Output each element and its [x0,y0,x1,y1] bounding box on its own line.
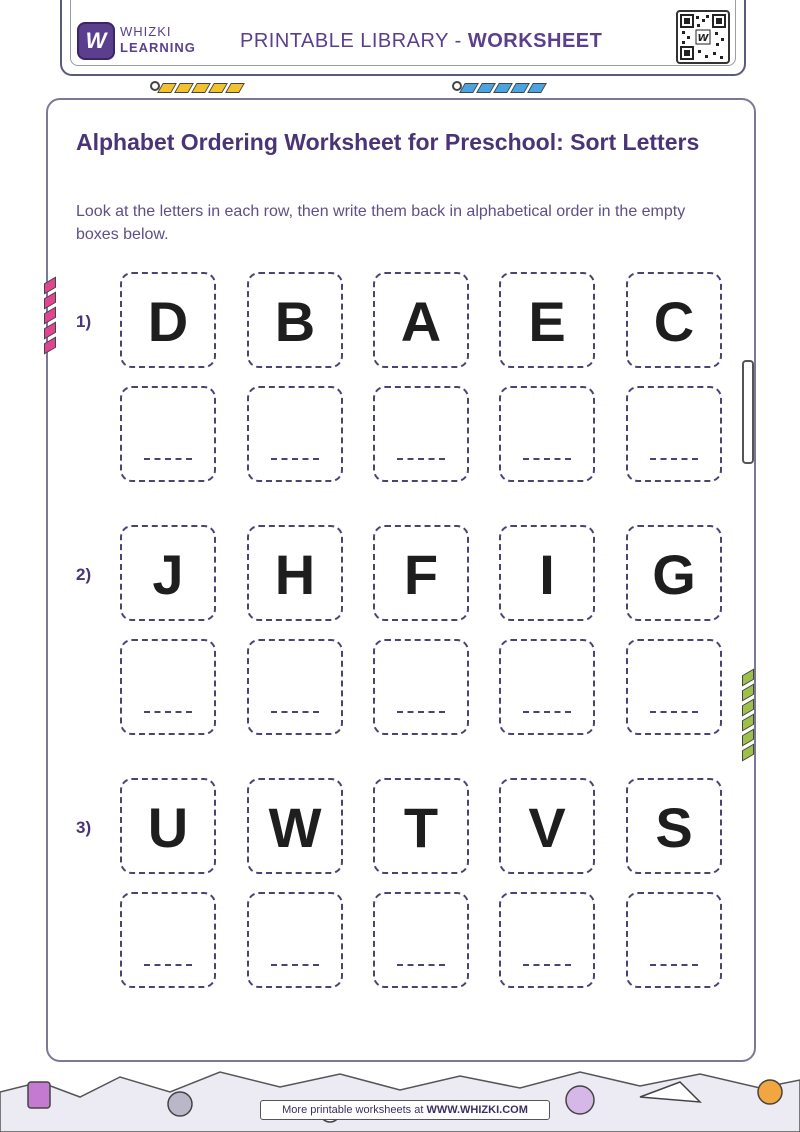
letter-box [626,778,722,874]
letter-box [499,778,595,874]
worksheet-instructions: Look at the letters in each row, then write them back in alphabetical order in the empty boxes below. [76,203,686,243]
answer-line [523,458,571,460]
answer-line [397,711,445,713]
answer-line [650,458,698,460]
row-label: 2) [76,565,92,584]
qr-code-icon [676,10,730,64]
letter-box [626,525,722,621]
letter-box [247,272,343,368]
logo-icon: W [77,22,115,60]
answer-box[interactable] [247,892,343,988]
footer-link[interactable] [260,1100,550,1120]
answer-line [144,711,192,713]
dot-decoration [150,81,160,91]
answer-box[interactable] [120,639,216,735]
qr-code-graphic [678,12,728,62]
answer-box[interactable] [626,639,722,735]
letter-box [120,525,216,621]
header-title-prefix: PRINTABLE LIBRARY - [240,30,468,52]
letter: G [652,543,696,606]
answer-line [650,711,698,713]
answer-line [271,711,319,713]
answer-box[interactable] [247,386,343,482]
green-stripe-decoration [742,672,754,752]
letter: I [539,543,555,606]
answer-box[interactable] [499,386,595,482]
blue-stripe-decoration [462,80,547,90]
answer-box[interactable] [373,386,469,482]
answer-box[interactable] [626,386,722,482]
worksheet-title: Alphabet Ordering Worksheet for Preschool: Sort Letters [76,129,700,155]
header-title [240,30,602,53]
logo-line1: WHIZKI [120,24,172,39]
letter-box [373,272,469,368]
answer-box[interactable] [499,892,595,988]
letter: S [655,796,693,859]
letter-box [626,272,722,368]
letter: U [147,796,189,859]
letter: W [268,796,322,859]
header-frame [60,0,746,76]
header-title-strong: WORKSHEET [467,30,603,52]
letter: A [400,290,442,353]
answer-line [523,964,571,966]
answer-line [397,458,445,460]
side-bar-decoration [742,360,754,464]
pink-stripe-decoration [44,280,56,350]
letter-box [120,778,216,874]
logo-text [120,24,196,56]
row-label: 3) [76,818,92,837]
answer-box[interactable] [120,892,216,988]
answer-box[interactable] [499,639,595,735]
answer-box[interactable] [373,892,469,988]
footer-text-prefix: More printable worksheets at [282,1104,427,1116]
logo-line2: LEARNING [120,40,196,55]
letter-box [373,525,469,621]
letter: D [147,290,189,353]
yellow-stripe-decoration [160,80,245,90]
answer-line [650,964,698,966]
letter: T [403,796,439,859]
letter: B [274,290,316,353]
letter-box [247,525,343,621]
row-label: 1) [76,312,92,331]
footer-text-strong: WWW.WHIZKI.COM [426,1104,528,1116]
letter: C [653,290,695,353]
answer-box[interactable] [247,639,343,735]
answer-line [271,964,319,966]
footer-illustration [0,1052,800,1132]
letter-box [120,272,216,368]
letter-box [373,778,469,874]
letter: J [152,543,184,606]
answer-line [144,458,192,460]
answer-line [144,964,192,966]
answer-line [271,458,319,460]
answer-line [397,964,445,966]
letter-box [499,272,595,368]
letter-box [499,525,595,621]
answer-line [523,711,571,713]
answer-box[interactable] [120,386,216,482]
answer-box[interactable] [373,639,469,735]
letter: F [403,543,439,606]
answer-box[interactable] [626,892,722,988]
letter: V [528,796,566,859]
letter-box [247,778,343,874]
qr-center-mark: W [697,33,709,44]
letter: E [528,290,566,353]
letter: H [274,543,316,606]
